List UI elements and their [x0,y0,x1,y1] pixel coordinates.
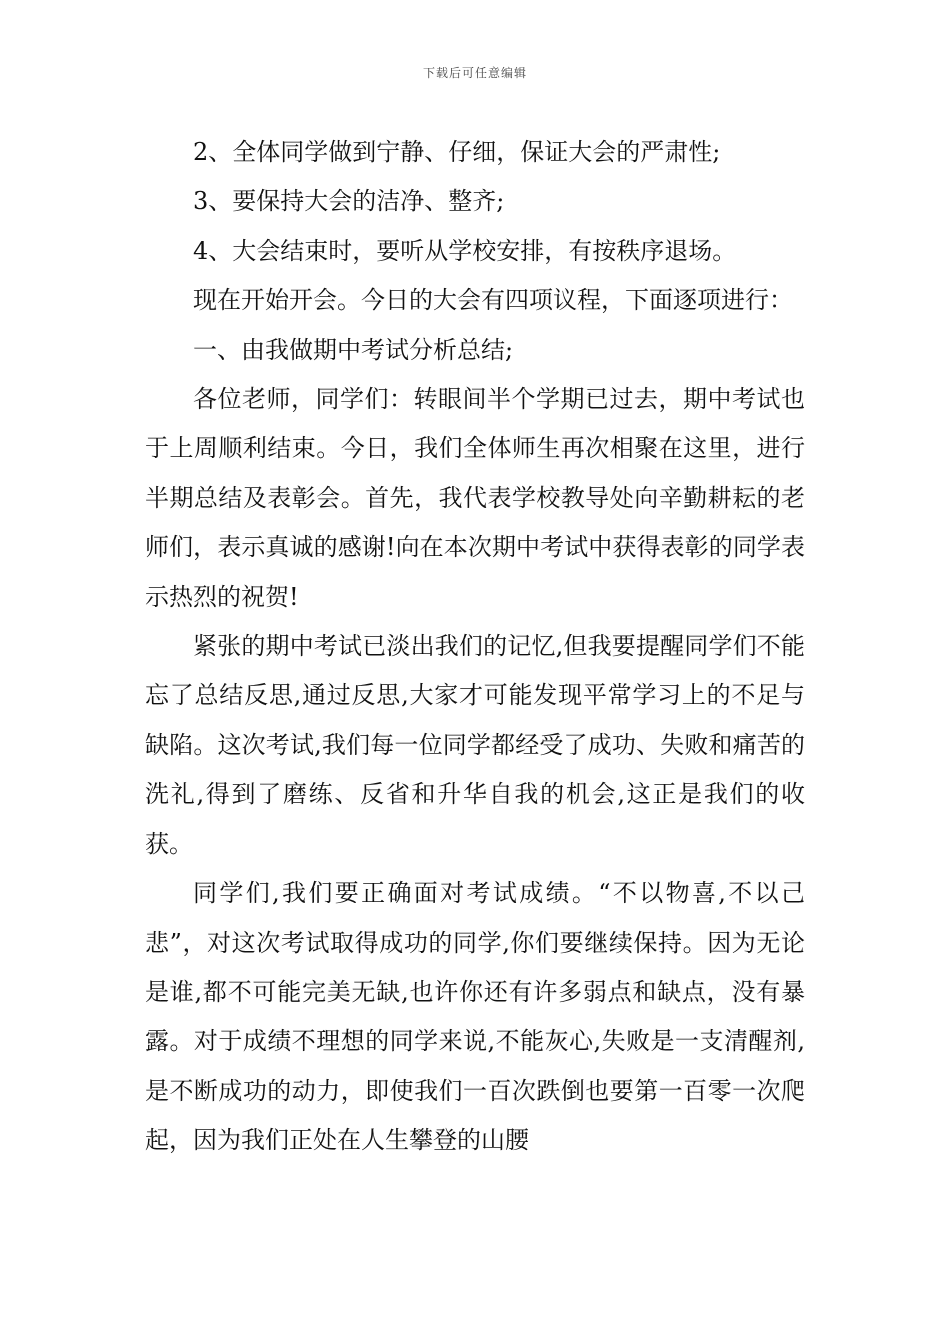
document-body [145,128,805,1166]
paragraph-greeting: 各位老师，同学们：转眼间半个学期已过去，期中考试也于上周顺利结束。今日，我们全体师生再次相聚在这里，进行半期总结及表彰会。首先，我代表学校教导处向辛勤耕耘的老师们，表示真诚的感谢!向在本次期中考试中获得表彰的同学表示热烈的祝贺! [145,385,805,611]
paragraph-reflection: 紧张的期中考试已淡出我们的记忆,但我要提醒同学们不能忘了总结反思,通过反思,大家才可能发现平常学习上的不足与缺陷。这次考试,我们每一位同学都经受了成功、失败和痛苦的洗礼,得到了磨练、反省和升华自我的机会,这正是我们的收获。 [145,632,805,858]
page-header-note: 下载后可任意编辑 [422,66,527,80]
paragraph-agenda-item-1: 一、由我做期中考试分析总结; [193,335,514,364]
paragraph-attitude: 同学们,我们要正确面对考试成绩。“不以物喜,不以己悲”，对这次考试取得成功的同学,你们要继续保持。因为无论是谁,都不可能完美无缺,也许你还有许多弱点和缺点，没有暴露。对于成绩不理想的同学来说,不能灰心,失败是一支清醒剂,是不断成功的动力，即使我们一百次跌倒也要第一百零一次爬起，因为我们正处在人生攀登的山腰 [145,879,805,1155]
paragraph-rule-2: 2、全体同学做到宁静、仔细，保证大会的严肃性; [193,138,721,166]
paragraph-agenda-intro: 现在开始开会。今日的大会有四项议程，下面逐项进行： [193,286,793,315]
paragraph-rule-3: 3、要保持大会的洁净、整齐; [193,187,505,216]
paragraph-rule-4: 4、大会结束时，要听从学校安排，有按秩序退场。 [193,236,737,265]
